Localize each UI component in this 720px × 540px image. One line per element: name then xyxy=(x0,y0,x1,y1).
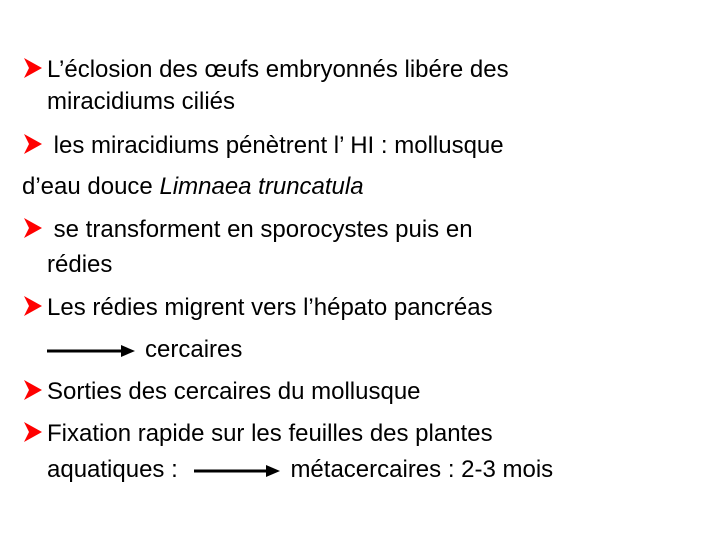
arrowhead-bullet-icon xyxy=(22,216,44,240)
species-name: Limnaea truncatula xyxy=(159,173,364,200)
item-5-text: Sorties des cercaires du mollusque xyxy=(47,378,421,405)
bullet-item-3 xyxy=(22,216,473,244)
bullet-item-4 xyxy=(22,294,493,322)
cercaires-label: cercaires xyxy=(145,336,243,363)
aquatiques-label: aquatiques : xyxy=(47,456,185,483)
bullet-item-5 xyxy=(22,378,421,406)
item-1-text: L’éclosion des œufs embryonnés libére des xyxy=(47,56,509,83)
bullet-item-1 xyxy=(22,56,509,84)
right-arrow-icon xyxy=(194,464,280,478)
item-2-plain-text: d’eau douce xyxy=(22,173,160,200)
arrowhead-bullet-icon xyxy=(22,420,44,444)
item-3-continuation: rédies xyxy=(47,251,113,278)
item-6-text: Fixation rapide sur les feuilles des plantes xyxy=(47,420,493,447)
metacercaires-label: métacercaires : 2-3 mois xyxy=(290,456,554,483)
item-1-continuation: miracidiums ciliés xyxy=(47,88,236,115)
item-2-continuation xyxy=(22,173,364,201)
item-4-continuation xyxy=(47,336,242,364)
item-3-text: se transforment en sporocystes puis en xyxy=(47,216,473,243)
item-4-text: Les rédies migrent vers l’hépato pancréas xyxy=(47,294,493,321)
arrowhead-bullet-icon xyxy=(22,56,44,80)
item-2-text: les miracidiums pénètrent l’ HI : mollusque xyxy=(47,132,504,159)
arrowhead-bullet-icon xyxy=(22,294,44,318)
arrowhead-bullet-icon xyxy=(22,132,44,156)
right-arrow-icon xyxy=(47,344,135,358)
bullet-item-2 xyxy=(22,132,504,160)
bullet-item-6 xyxy=(22,420,493,448)
arrowhead-bullet-icon xyxy=(22,378,44,402)
item-6-continuation xyxy=(47,456,553,484)
